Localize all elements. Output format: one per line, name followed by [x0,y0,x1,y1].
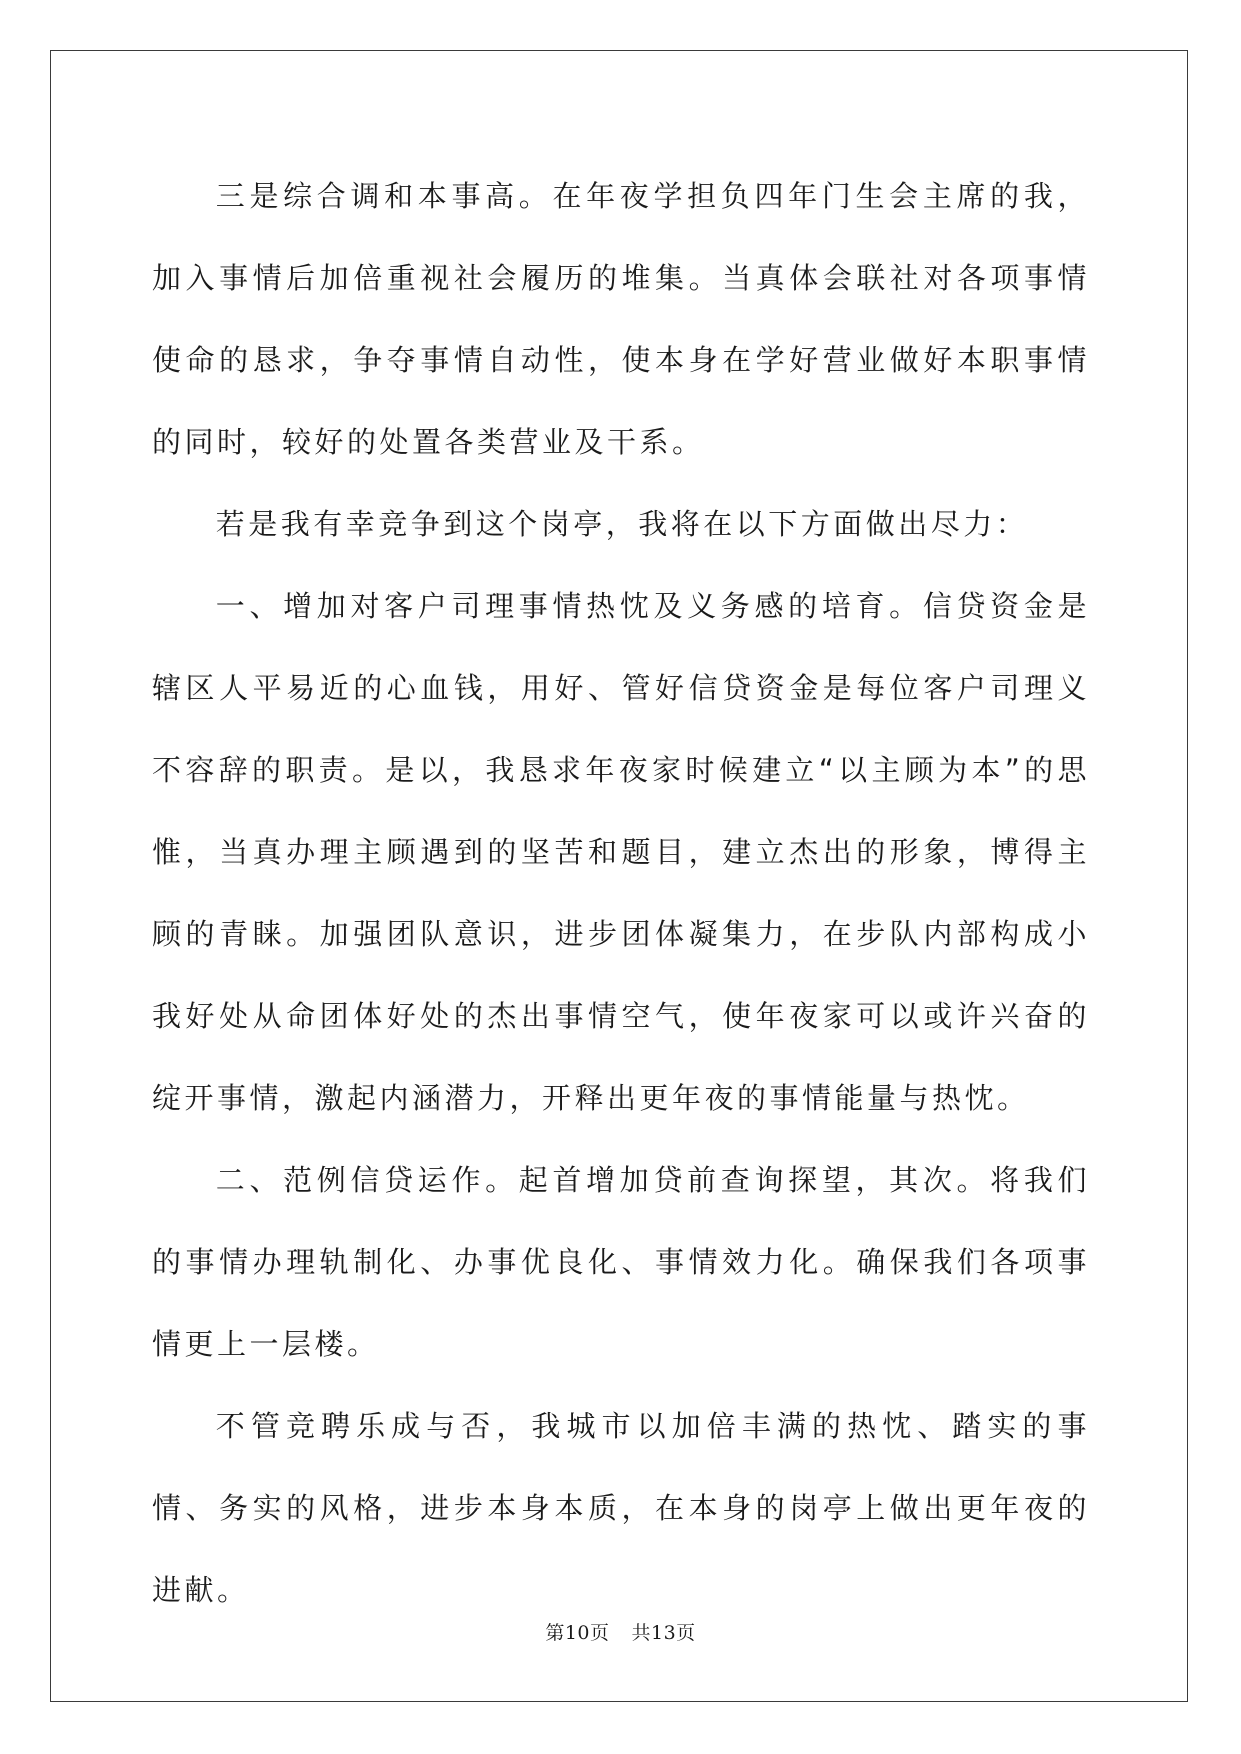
paragraph-1: 三是综合调和本事高。在年夜学担负四年门生会主席的我，加入事情后加倍重视社会履历的堆集。当真体会联社对各项事情使命的恳求，争夺事情自动性，使本身在学好营业做好本职事情的同时，较好的处置各类营业及干系。 [152,179,1090,459]
paragraph-3: 一、增加对客户司理事情热忱及义务感的培育。信贷资金是辖区人平易近的心血钱，用好、管好信贷资金是每位客户司理义不容辞的职责。是以，我恳求年夜家时候建立“以主顾为本”的思惟，当真办理主顾遇到的坚苦和题目，建立杰出的形象，博得主顾的青睐。加强团队意识，进步团体凝集力，在步队内部构成小我好处从命团体好处的杰出事情空气，使年夜家可以或许兴奋的绽开事情，激起内涵潜力，开释出更年夜的事情能量与热忱。 [152,589,1090,1115]
page-number-current: 第10页 [545,1622,610,1644]
paragraph-5: 不管竞聘乐成与否，我城市以加倍丰满的热忱、踏实的事情、务实的风格，进步本身本质，在本身的岗亭上做出更年夜的进献。 [152,1409,1090,1607]
page-footer [0,1618,1241,1645]
document-body [152,155,1090,1631]
paragraph-4: 二、范例信贷运作。起首增加贷前查询探望，其次。将我们的事情办理轨制化、办事优良化、事情效力化。确保我们各项事情更上一层楼。 [152,1163,1090,1361]
page-number-total: 共13页 [631,1622,696,1644]
paragraph-2: 若是我有幸竞争到这个岗亭，我将在以下方面做出尽力： [215,507,1029,541]
